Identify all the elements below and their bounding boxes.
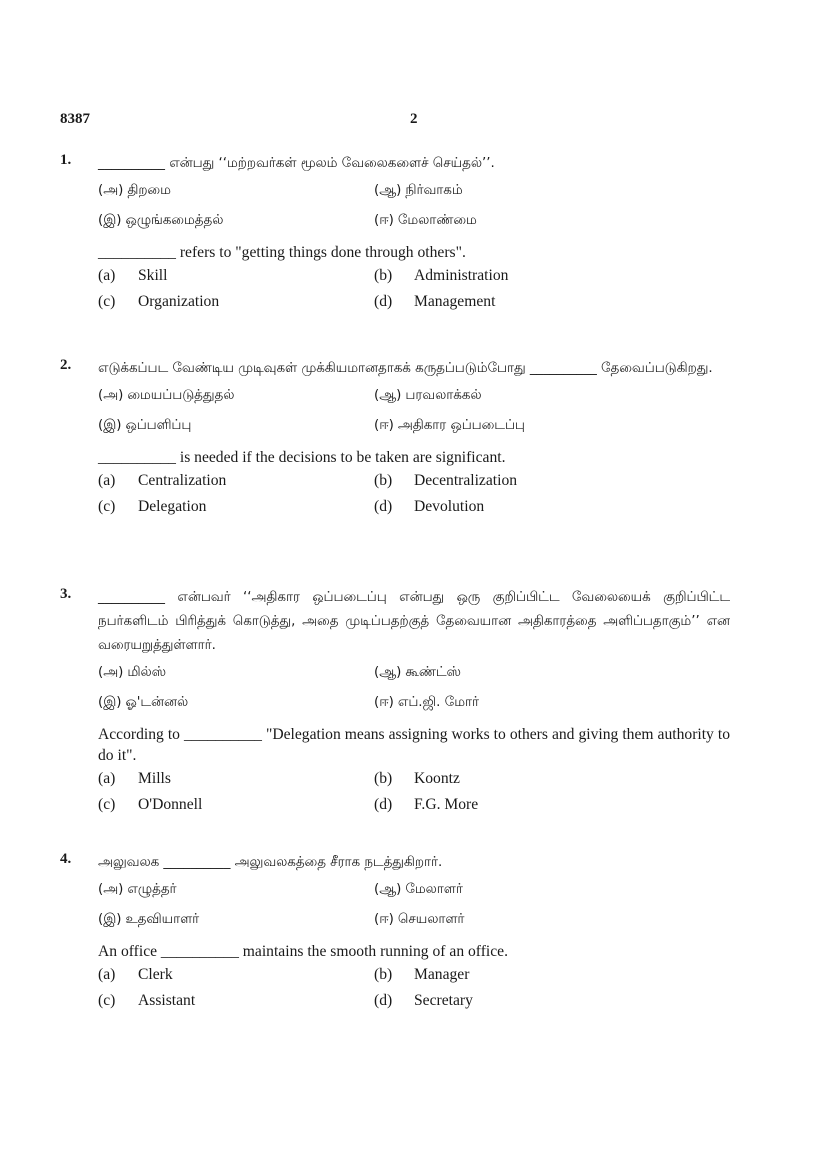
question-text-english: According to __________ "Delegation means assigning works to others and giving them authority to do it".: [98, 726, 730, 764]
option-b: (b) Koontz: [374, 770, 460, 787]
option-d-tamil: (ஈ) எப்.ஜி. மோர்: [374, 695, 479, 710]
option-c: (c) Assistant: [98, 992, 196, 1009]
question-1: [60, 152, 730, 315]
question-text-tamil: எடுக்கப்பட வேண்டிய முடிவுகள் முக்கியமானதாகக் கருதப்படும்போது __________ தேவைப்படுகிறது.: [98, 361, 713, 376]
english-options-row: [98, 988, 730, 1014]
question-text-english: An office __________ maintains the smooth running of an office.: [98, 943, 508, 960]
question-text-english: __________ is needed if the decisions to be taken are significant.: [98, 449, 506, 466]
tamil-options-row: [98, 206, 730, 236]
option-a: (a) Clerk: [98, 966, 173, 983]
option-d: (d) Management: [374, 293, 496, 310]
option-a-tamil: (அ) திறமை: [98, 183, 171, 198]
option-d-tamil: (ஈ) செயலாளர்: [374, 912, 465, 927]
option-b-tamil: (ஆ) பரவலாக்கல்: [374, 388, 482, 403]
page-number: 2: [410, 111, 418, 127]
option-b-tamil: (ஆ) மேலாளர்: [374, 882, 463, 897]
option-c-tamil: (இ) ஒப்பளிப்பு: [98, 418, 192, 433]
option-c-tamil: (இ) ஒழுங்கமைத்தல்: [98, 213, 224, 228]
option-b: (b) Decentralization: [374, 472, 518, 489]
option-a-tamil: (அ) மையப்படுத்துதல்: [98, 388, 235, 403]
option-d-tamil: (ஈ) மேலாண்மை: [374, 213, 477, 228]
option-d: (d) Devolution: [374, 498, 485, 515]
tamil-options-row: [98, 411, 730, 441]
option-a-tamil: (அ) எழுத்தர்: [98, 882, 177, 897]
english-options-row: [98, 766, 730, 792]
question-text-english: __________ refers to "getting things done through others".: [98, 244, 466, 261]
option-b: (b) Manager: [374, 966, 470, 983]
option-c: (c) Delegation: [98, 498, 207, 515]
option-a: (a) Mills: [98, 770, 171, 787]
option-d: (d) Secretary: [374, 992, 473, 1009]
question-4: [60, 851, 730, 1014]
tamil-options-row: [98, 381, 730, 411]
option-d-tamil: (ஈ) அதிகார ஒப்படைப்பு: [374, 418, 525, 433]
option-a-tamil: (அ) மில்ஸ்: [98, 665, 167, 680]
tamil-options-row: [98, 688, 730, 718]
question-text-tamil: __________ என்பது ‘‘மற்றவர்கள் மூலம் வேலைகளைச் செய்தல்’’.: [98, 156, 495, 171]
paper-code: 8387: [60, 111, 90, 127]
option-c-tamil: (இ) ஓ'டன்னல்: [98, 695, 189, 710]
question-3: [60, 586, 730, 818]
option-a: (a) Centralization: [98, 472, 227, 489]
tamil-options-row: [98, 905, 730, 935]
english-options-row: [98, 289, 730, 315]
tamil-options-row: [98, 658, 730, 688]
english-options-row: [98, 468, 730, 494]
tamil-options-row: [98, 176, 730, 206]
question-number: 2.: [60, 357, 72, 373]
option-d: (d) F.G. More: [374, 796, 479, 813]
question-number: 4.: [60, 851, 72, 867]
option-b-tamil: (ஆ) நிர்வாகம்: [374, 183, 463, 198]
english-options-row: [98, 263, 730, 289]
option-c: (c) O'Donnell: [98, 796, 203, 813]
option-b: (b) Administration: [374, 267, 509, 284]
option-b-tamil: (ஆ) கூண்ட்ஸ்: [374, 665, 461, 680]
option-c: (c) Organization: [98, 293, 220, 310]
english-options-row: [98, 962, 730, 988]
option-a: (a) Skill: [98, 267, 168, 284]
english-options-row: [98, 494, 730, 520]
question-text-tamil: அலுவலக __________ அலுவலகத்தை சீராக நடத்துகிறார்.: [98, 855, 443, 870]
question-number: 3.: [60, 586, 72, 602]
question-text-tamil: __________ என்பவர் ‘‘அதிகார ஒப்படைப்பு என்பது ஒரு குறிப்பிட்ட வேலையைக் குறிப்பிட்ட நபர்களிடம் பிரித்துக் கொடுத்து, அதை முடிப்பதற்குத் தேவையான அதிகாரத்தை அளிப்பதாகும்’’ என வரையறுத்துள்ளார்.: [98, 590, 730, 653]
option-c-tamil: (இ) உதவியாளர்: [98, 912, 200, 927]
question-number: 1.: [60, 152, 72, 168]
page-header: [60, 111, 730, 131]
english-options-row: [98, 792, 730, 818]
question-2: [60, 357, 730, 520]
tamil-options-row: [98, 875, 730, 905]
